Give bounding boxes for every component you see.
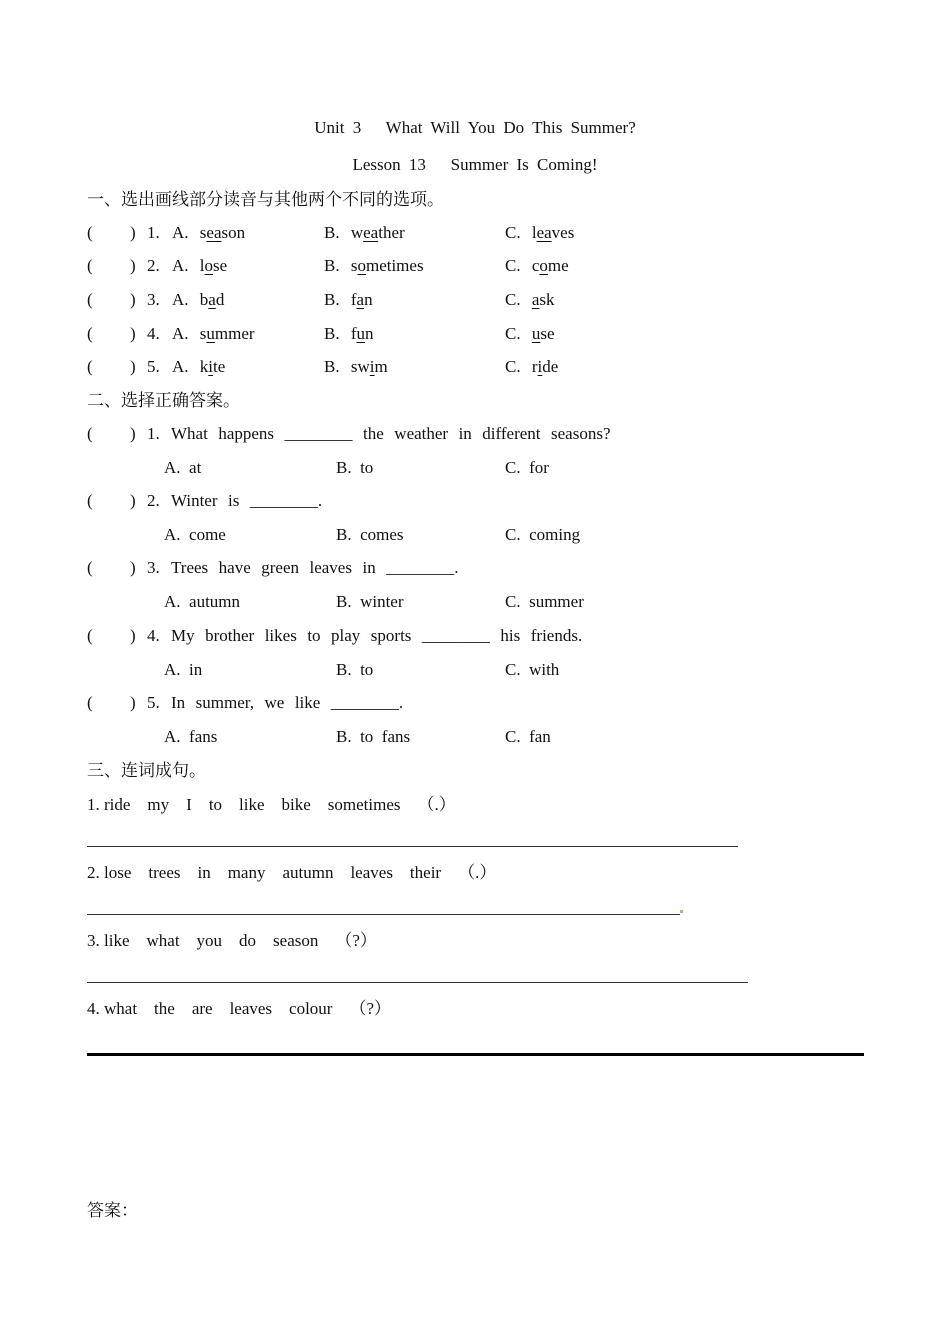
question-text: Winter is ________. <box>171 491 323 510</box>
open-paren: ( <box>87 324 93 343</box>
underlined-sound: a <box>208 290 216 309</box>
underlined-sound: u <box>356 324 366 343</box>
section1-heading: 一、选出画线部分读音与其他两个不同的选项。 <box>87 190 444 209</box>
close-paren: ) <box>130 324 136 343</box>
close-paren: ) <box>130 223 136 242</box>
word-part: l <box>199 256 205 275</box>
answer-option: B. to fans <box>336 726 411 746</box>
stray-mark <box>680 910 683 913</box>
word-part: ves <box>551 223 575 242</box>
word-part: b <box>199 290 209 309</box>
underlined-sound: ea <box>536 223 552 242</box>
scrambled-sentence: 1. ride my I to like bike sometimes （.） <box>87 795 456 814</box>
word-part: se <box>540 324 555 343</box>
question-text: Trees have green leaves in ________. <box>171 558 459 577</box>
underlined-sound: o <box>357 256 366 275</box>
word-part: n <box>365 324 374 343</box>
question-text: What happens ________ the weather in different seasons? <box>171 424 611 443</box>
answer-option: C. for <box>505 457 549 477</box>
question-number: 5. <box>147 357 160 376</box>
underlined-sound: ea <box>363 223 379 242</box>
word-part: sw <box>350 357 370 376</box>
open-paren: ( <box>87 491 93 510</box>
word-part: f <box>350 324 357 343</box>
close-paren: ) <box>130 693 136 712</box>
open-paren: ( <box>87 424 93 443</box>
option <box>324 256 424 276</box>
answer-line-3[interactable] <box>87 982 748 983</box>
word-part: r <box>531 357 538 376</box>
answer-option: C. fan <box>505 726 551 746</box>
option <box>324 290 373 310</box>
open-paren: ( <box>87 626 93 645</box>
answer-option: C. with <box>505 659 560 679</box>
option <box>505 324 555 344</box>
answer-option: C. summer <box>505 591 584 611</box>
word-part: me <box>547 256 569 275</box>
close-paren: ) <box>130 491 136 510</box>
word-part: metimes <box>365 256 424 275</box>
option <box>172 324 255 344</box>
section2-heading: 二、选择正确答案。 <box>87 391 240 410</box>
word-part: s <box>199 223 207 242</box>
option <box>324 357 388 377</box>
scrambled-sentence: 4. what the are leaves colour （?） <box>87 999 392 1018</box>
answer-option: B. to <box>336 659 374 679</box>
underlined-sound: i <box>369 357 375 376</box>
option-letter: B. <box>324 324 340 343</box>
option <box>505 256 569 276</box>
question-number: 1. <box>147 223 160 242</box>
word-part: m <box>374 357 388 376</box>
question-number: 5. <box>147 693 160 712</box>
option-letter: A. <box>172 290 189 309</box>
word-part: se <box>213 256 228 275</box>
open-paren: ( <box>87 223 93 242</box>
underlined-sound: o <box>204 256 214 275</box>
answer-option: B. winter <box>336 591 404 611</box>
option-letter: C. <box>505 223 521 242</box>
underlined-sound: u <box>206 324 215 343</box>
option <box>172 290 224 310</box>
question-number: 2. <box>147 491 160 510</box>
question-number: 2. <box>147 256 160 275</box>
answers-label: 答案： <box>87 1201 138 1220</box>
close-paren: ) <box>130 424 136 443</box>
word-part: s <box>199 324 207 343</box>
option <box>505 223 574 243</box>
option <box>172 357 225 377</box>
question-text: In summer, we like ________. <box>171 693 404 712</box>
word-part: mmer <box>214 324 255 343</box>
underlined-sound: i <box>208 357 214 376</box>
word-part: f <box>350 290 357 309</box>
word-part: de <box>542 357 559 376</box>
close-paren: ) <box>130 256 136 275</box>
answer-line-2[interactable] <box>87 914 680 915</box>
option <box>172 223 245 243</box>
option <box>505 290 555 310</box>
answer-option: B. to <box>336 457 374 477</box>
section3-heading: 三、连词成句。 <box>87 761 206 780</box>
option-letter: B. <box>324 357 340 376</box>
underlined-sound: i <box>537 357 543 376</box>
option-letter: B. <box>324 256 340 275</box>
word-part: ther <box>378 223 405 242</box>
open-paren: ( <box>87 693 93 712</box>
question-number: 3. <box>147 290 160 309</box>
option-letter: C. <box>505 357 521 376</box>
word-part: w <box>350 223 364 242</box>
option-letter: C. <box>505 324 521 343</box>
option <box>172 256 227 276</box>
option-letter: A. <box>172 357 189 376</box>
answer-option: A. at <box>164 457 202 477</box>
underlined-sound: a <box>356 290 365 309</box>
word-part: te <box>213 357 226 376</box>
answer-option: A. in <box>164 659 203 679</box>
word-part: c <box>531 256 540 275</box>
question-number: 4. <box>147 626 160 645</box>
underlined-sound: o <box>539 256 548 275</box>
divider <box>87 1053 864 1056</box>
question-number: 1. <box>147 424 160 443</box>
option-letter: C. <box>505 290 521 309</box>
unit-title: Unit 3 What Will You Do This Summer? <box>314 118 636 137</box>
underlined-sound: ea <box>206 223 222 242</box>
word-part: sk <box>539 290 555 309</box>
word-part: k <box>199 357 209 376</box>
open-paren: ( <box>87 558 93 577</box>
option <box>324 223 405 243</box>
word-part: d <box>215 290 225 309</box>
word-part: son <box>221 223 246 242</box>
option-letter: C. <box>505 256 521 275</box>
option-letter: A. <box>172 223 189 242</box>
answer-line-1[interactable] <box>87 846 738 847</box>
scrambled-sentence: 3. like what you do season （?） <box>87 931 377 950</box>
underlined-sound: a <box>531 290 540 309</box>
close-paren: ) <box>130 290 136 309</box>
word-part: l <box>531 223 537 242</box>
question-text: My brother likes to play sports ________ his friends. <box>171 626 583 645</box>
close-paren: ) <box>130 357 136 376</box>
question-number: 3. <box>147 558 160 577</box>
option-letter: A. <box>172 324 189 343</box>
answer-option: A. autumn <box>164 591 241 611</box>
word-part: n <box>364 290 373 309</box>
open-paren: ( <box>87 357 93 376</box>
answer-option: A. fans <box>164 726 218 746</box>
underlined-sound: u <box>531 324 541 343</box>
option <box>324 324 374 344</box>
scrambled-sentence: 2. lose trees in many autumn leaves their （.） <box>87 863 497 882</box>
lesson-title: Lesson 13 Summer Is Coming! <box>352 155 598 174</box>
close-paren: ) <box>130 558 136 577</box>
open-paren: ( <box>87 256 93 275</box>
close-paren: ) <box>130 626 136 645</box>
word-part: s <box>350 256 358 275</box>
answer-option: A. come <box>164 524 226 544</box>
answer-option: C. coming <box>505 524 581 544</box>
answer-option: B. comes <box>336 524 404 544</box>
option-letter: B. <box>324 290 340 309</box>
question-number: 4. <box>147 324 160 343</box>
option <box>505 357 558 377</box>
option-letter: A. <box>172 256 189 275</box>
option-letter: B. <box>324 223 340 242</box>
open-paren: ( <box>87 290 93 309</box>
